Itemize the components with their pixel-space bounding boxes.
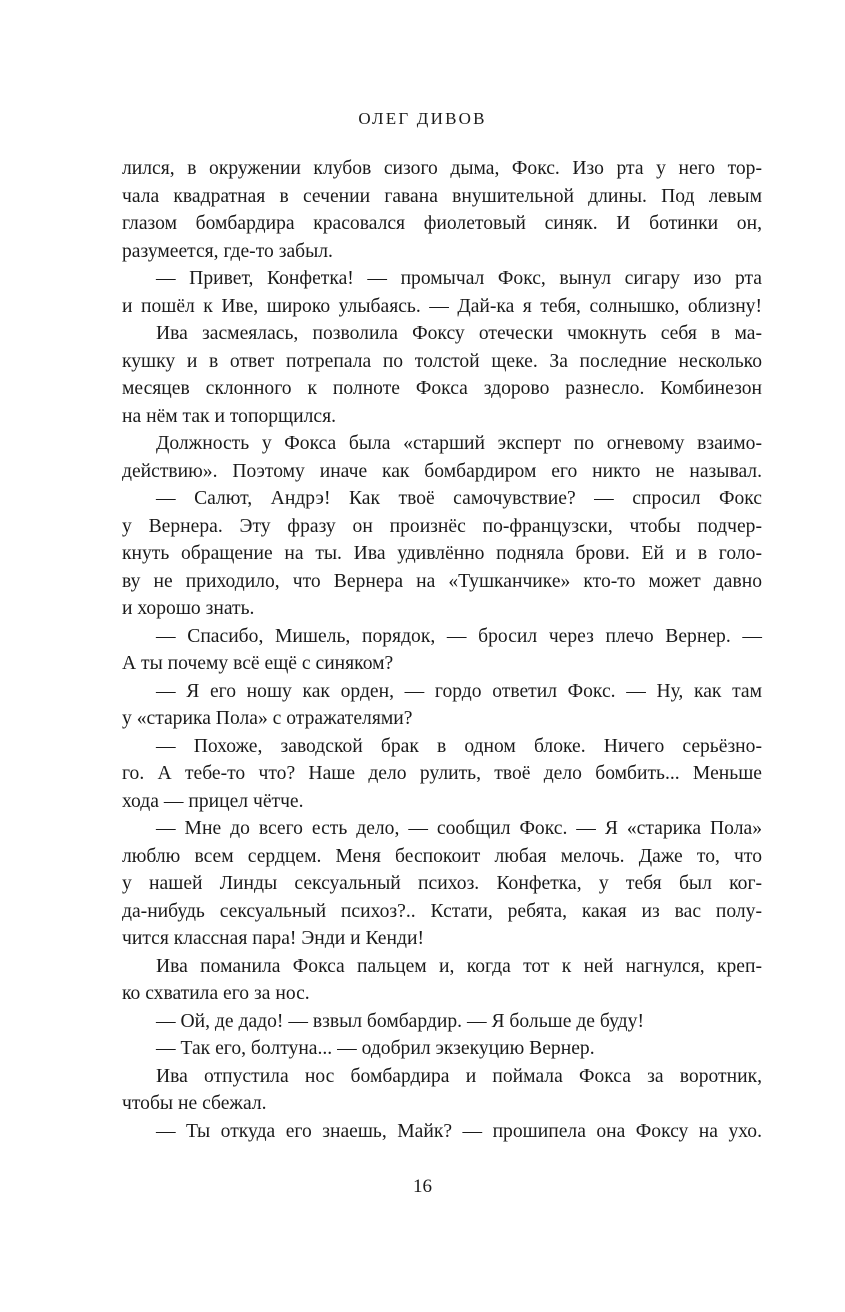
text-line: действию». Поэтому иначе как бомбардиром его никто не называл.	[122, 460, 762, 482]
text-line: Ива поманила Фокса пальцем и, когда тот к ней нагнулся, креп-	[156, 955, 762, 977]
text-line: — Мне до всего есть дело, — сообщил Фокс. — Я «старика Пола»	[156, 818, 762, 839]
text-line: чала квадратная в сечении гавана внушительной длины. Под левым	[122, 185, 762, 207]
text-line: го. А тебе-то что? Наше дело рулить, твоё дело бомбить... Меньше	[122, 763, 762, 784]
text-line: кнуть обращение на ты. Ива удивлённо подняла брови. Ей и в голо-	[122, 543, 762, 564]
text-line: на нём так и топорщился.	[122, 405, 337, 427]
body-text	[122, 155, 762, 1145]
text-line: кушку и в ответ потрепала по толстой щеке. За последние несколько	[122, 350, 762, 372]
text-line: — Салют, Андрэ! Как твоё самочувствие? — спросил Фокс	[156, 488, 762, 509]
text-line: разумеется, где-то забыл.	[122, 240, 333, 262]
text-line: — Я его ношу как орден, — гордо ответил Фокс. — Ну, как там	[156, 680, 762, 702]
text-line: глазом бомбардира красовался фиолетовый синяк. И ботинки он,	[122, 213, 762, 234]
text-line: люблю всем сердцем. Меня беспокоит любая мелочь. Даже то, что	[122, 845, 762, 867]
text-line: — Так его, болтуна... — одобрил экзекуцию Вернер.	[156, 1038, 595, 1059]
text-line: чтобы не сбежал.	[122, 1093, 267, 1114]
text-line: Должность у Фокса была «старший эксперт по огневому взаимо-	[156, 433, 762, 454]
text-line: А ты почему всё ещё с синяком?	[122, 653, 394, 674]
text-line: лился, в окружении клубов сизого дыма, Фокс. Изо рта у него тор-	[122, 158, 762, 179]
text-line: месяцев склонного к полноте Фокса здорово разнесло. Комбинезон	[122, 378, 762, 399]
running-head-author: ОЛЕГ ДИВОВ	[358, 109, 487, 128]
text-line: у Вернера. Эту фразу он произнёс по-французски, чтобы подчер-	[122, 515, 762, 537]
text-line: и пошёл к Иве, широко улыбаясь. — Дай-ка я тебя, солнышко, облизну!	[122, 295, 762, 317]
text-line: и хорошо знать.	[122, 598, 255, 619]
text-line: — Похоже, заводской брак в одном блоке. Ничего серьёзно-	[156, 735, 762, 757]
text-line: хода — прицел чётче.	[122, 790, 304, 812]
text-line: — Ты откуда его знаешь, Майк? — прошипела она Фоксу на ухо.	[156, 1120, 762, 1142]
text-line: — Привет, Конфетка! — промычал Фокс, вынул сигару изо рта	[156, 268, 762, 289]
text-line: ву не приходило, что Вернера на «Тушканчике» кто-то может давно	[122, 570, 762, 592]
text-line: у «старика Пола» с отражателями?	[122, 708, 413, 729]
text-line: — Ой, де дадо! — взвыл бомбардир. — Я больше де буду!	[156, 1010, 644, 1032]
text-line: — Спасибо, Мишель, порядок, — бросил через плечо Вернер. —	[156, 625, 762, 647]
text-line: да-нибудь сексуальный психоз?.. Кстати, ребята, какая из вас полу-	[122, 900, 762, 922]
text-line: чится классная пара! Энди и Кенди!	[122, 928, 424, 949]
text-line: Ива отпустила нос бомбардира и поймала Фокса за воротник,	[156, 1065, 762, 1087]
text-line: у нашей Линды сексуальный психоз. Конфетка, у тебя был ког-	[122, 873, 762, 894]
text-line: Ива засмеялась, позволила Фоксу отечески чмокнуть себя в ма-	[156, 323, 762, 344]
page-number: 16	[413, 1176, 432, 1197]
text-line: ко схватила его за нос.	[122, 983, 310, 1004]
